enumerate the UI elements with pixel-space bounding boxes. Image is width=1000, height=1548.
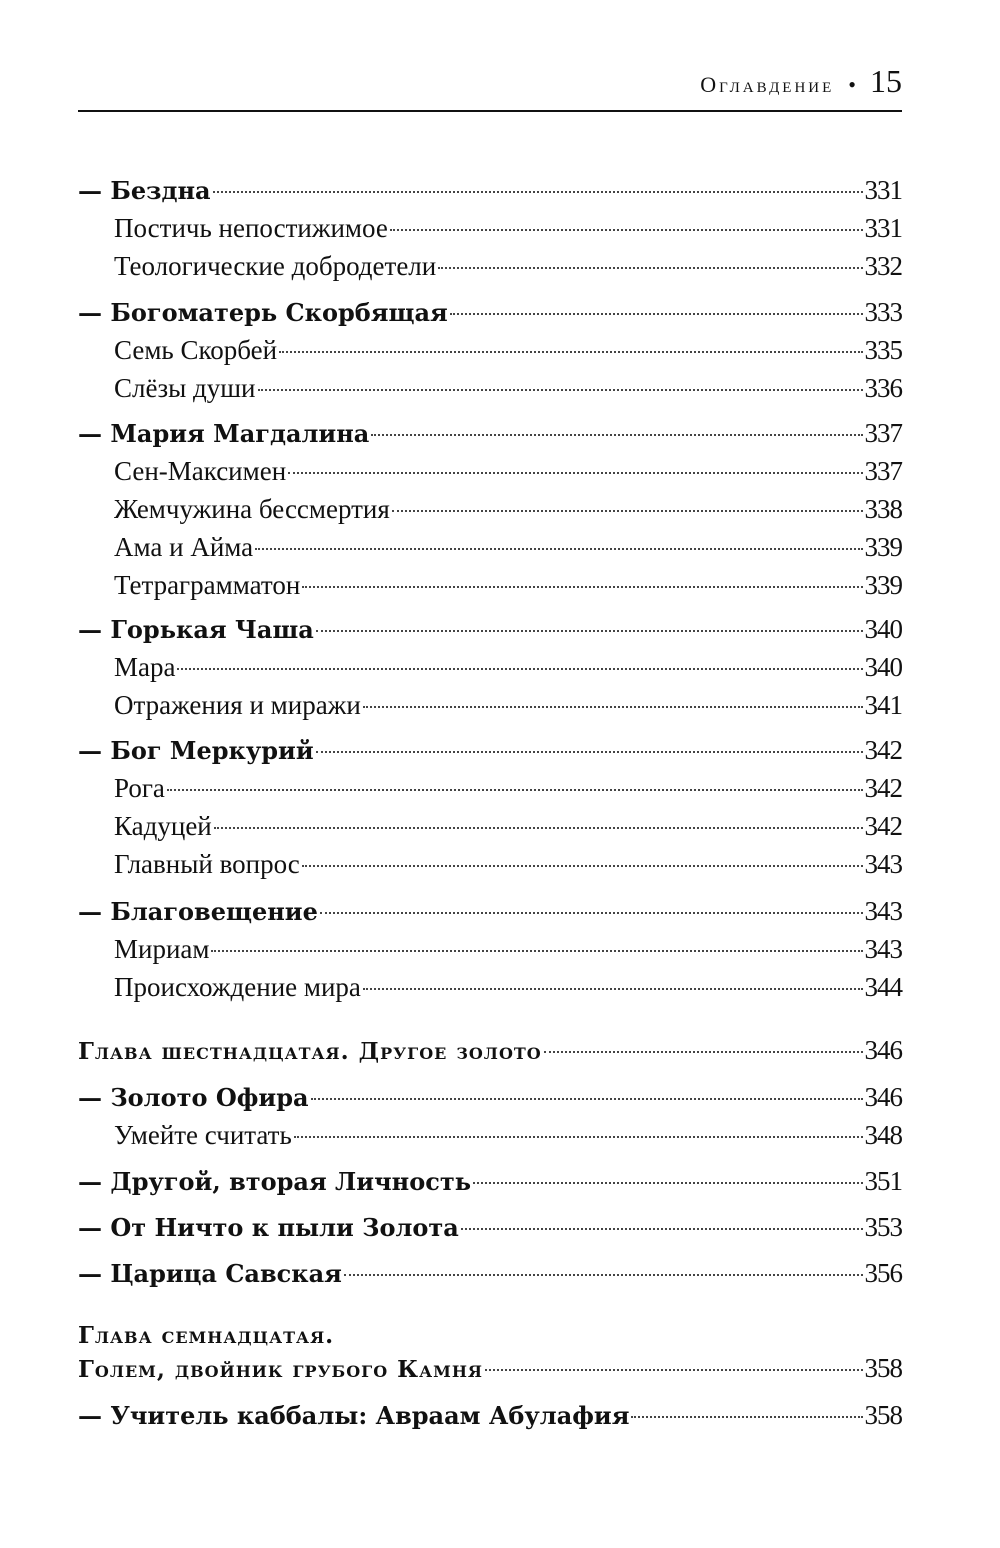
toc-entry[interactable] bbox=[78, 1399, 902, 1432]
toc-entry-page: 339 bbox=[864, 532, 902, 562]
toc-entry[interactable] bbox=[78, 613, 902, 646]
leader-dots bbox=[392, 510, 863, 512]
toc-entry-page: 348 bbox=[864, 1120, 902, 1150]
toc-entry-title: — Золото Офира bbox=[78, 1083, 309, 1112]
toc-entry[interactable] bbox=[114, 250, 902, 282]
toc-entry-page: 358 bbox=[864, 1353, 902, 1383]
toc-entry-title: Главный вопрос bbox=[114, 849, 300, 879]
toc-chapter-title: Голем, двойник грубого Камня bbox=[78, 1356, 484, 1383]
toc-entry-title: — Бездна bbox=[78, 176, 211, 205]
leader-dots bbox=[631, 1416, 862, 1418]
toc-entry-title: Мириам bbox=[114, 934, 210, 964]
toc-entry[interactable] bbox=[114, 651, 902, 683]
toc-entry-page: 338 bbox=[864, 494, 902, 524]
page-number: 15 bbox=[870, 63, 902, 99]
toc-entry-page: 343 bbox=[864, 934, 902, 964]
leader-dots bbox=[473, 1182, 863, 1184]
leader-dots bbox=[320, 912, 863, 914]
leader-dots bbox=[461, 1228, 863, 1230]
toc-entry-title: Кадуцей bbox=[114, 811, 212, 841]
leader-dots bbox=[544, 1051, 863, 1053]
header-bullet: • bbox=[848, 72, 856, 97]
leader-dots bbox=[302, 586, 862, 588]
toc-entry-title: Жемчужина бессмертия bbox=[114, 494, 390, 524]
table-of-contents bbox=[78, 0, 902, 1548]
leader-dots bbox=[258, 389, 863, 391]
toc-entry-page: 346 bbox=[864, 1035, 902, 1065]
toc-entry-title: — Богоматерь Скорбящая bbox=[78, 298, 448, 327]
toc-entry-page: 341 bbox=[864, 690, 902, 720]
leader-dots bbox=[213, 191, 863, 193]
toc-entry[interactable] bbox=[114, 810, 902, 842]
toc-entry[interactable] bbox=[78, 1257, 902, 1290]
toc-entry-title: Тетраграмматон bbox=[114, 570, 301, 600]
toc-entry-page: 346 bbox=[864, 1082, 902, 1112]
toc-entry-title: Умейте считать bbox=[114, 1120, 292, 1150]
toc-entry[interactable] bbox=[78, 734, 902, 767]
toc-chapter-title-line: Глава семнадцатая. bbox=[78, 1322, 335, 1349]
toc-entry[interactable] bbox=[78, 1165, 902, 1198]
toc-entry[interactable] bbox=[114, 334, 902, 366]
toc-chapter-title: Глава шестнадцатая. Другое золото bbox=[78, 1038, 542, 1065]
toc-entry-page: 332 bbox=[864, 251, 902, 281]
toc-entry-page: 336 bbox=[864, 373, 902, 403]
toc-entry[interactable] bbox=[114, 689, 902, 721]
toc-entry-page: 342 bbox=[864, 773, 902, 803]
toc-entry-title: Семь Скорбей bbox=[114, 335, 278, 365]
toc-entry[interactable] bbox=[114, 212, 902, 244]
toc-entry-title: — Другой, вторая Личность bbox=[78, 1167, 471, 1196]
leader-dots bbox=[485, 1369, 862, 1371]
toc-entry-title: — Царица Савская bbox=[78, 1259, 342, 1288]
toc-entry-page: 337 bbox=[864, 456, 902, 486]
toc-entry[interactable] bbox=[114, 772, 902, 804]
leader-dots bbox=[211, 950, 862, 952]
toc-entry-title: — Бог Меркурий bbox=[78, 736, 314, 765]
leader-dots bbox=[255, 548, 862, 550]
toc-entry-title: Сен-Максимен bbox=[114, 456, 287, 486]
leader-dots bbox=[450, 313, 863, 315]
toc-entry-title: Постичь непостижимое bbox=[114, 213, 388, 243]
toc-entry[interactable] bbox=[114, 493, 902, 525]
leader-dots bbox=[288, 472, 862, 474]
toc-entry-page: 342 bbox=[864, 811, 902, 841]
toc-entry[interactable] bbox=[78, 895, 902, 928]
toc-entry-page: 358 bbox=[864, 1400, 902, 1430]
toc-entry[interactable] bbox=[114, 372, 902, 404]
toc-entry-page: 337 bbox=[864, 418, 902, 448]
toc-entry[interactable] bbox=[114, 455, 902, 487]
toc-entry[interactable] bbox=[78, 174, 902, 207]
toc-entry-page: 335 bbox=[864, 335, 902, 365]
toc-entry-title: — Учитель каббалы: Авраам Абулафия bbox=[78, 1401, 630, 1430]
leader-dots bbox=[177, 668, 862, 670]
toc-chapter[interactable] bbox=[78, 1034, 902, 1068]
leader-dots bbox=[279, 351, 862, 353]
leader-dots bbox=[390, 229, 863, 231]
toc-entry-page: 333 bbox=[864, 297, 902, 327]
toc-entry[interactable] bbox=[114, 848, 902, 880]
leader-dots bbox=[311, 1098, 863, 1100]
toc-entry-page: 356 bbox=[864, 1258, 902, 1288]
toc-entry[interactable] bbox=[78, 1211, 902, 1244]
toc-entry-page: 340 bbox=[864, 614, 902, 644]
toc-entry-title: — Мария Магдалина bbox=[78, 419, 370, 448]
toc-entry-title: Слёзы души bbox=[114, 373, 256, 403]
toc-entry-page: 353 bbox=[864, 1212, 902, 1242]
toc-entry-page: 331 bbox=[864, 175, 902, 205]
toc-entry-title: Происхождение мира bbox=[114, 972, 361, 1002]
toc-entry-page: 340 bbox=[864, 652, 902, 682]
toc-entry-title: — Горькая Чаша bbox=[78, 615, 314, 644]
toc-entry-title: — От Ничто к пыли Золота bbox=[78, 1213, 459, 1242]
toc-entry[interactable] bbox=[114, 1119, 902, 1151]
toc-entry-page: 351 bbox=[864, 1166, 902, 1196]
toc-entry-page: 331 bbox=[864, 213, 902, 243]
leader-dots bbox=[438, 267, 862, 269]
leader-dots bbox=[294, 1136, 863, 1138]
toc-entry[interactable] bbox=[114, 569, 902, 601]
toc-entry-title: Ама и Айма bbox=[114, 532, 254, 562]
toc-entry-page: 343 bbox=[864, 849, 902, 879]
toc-entry-title: — Благовещение bbox=[78, 897, 318, 926]
leader-dots bbox=[167, 789, 863, 791]
leader-dots bbox=[302, 865, 863, 867]
leader-dots bbox=[316, 630, 863, 632]
toc-entry-title: Рога bbox=[114, 773, 165, 803]
toc-entry-page: 343 bbox=[864, 896, 902, 926]
leader-dots bbox=[316, 751, 863, 753]
toc-entry[interactable] bbox=[78, 296, 902, 329]
leader-dots bbox=[344, 1274, 863, 1276]
toc-entry-title: Отражения и миражи bbox=[114, 690, 361, 720]
running-title: Оглавдение bbox=[700, 72, 835, 97]
toc-chapter[interactable] bbox=[78, 1352, 902, 1386]
toc-entry-title: Теологические добродетели bbox=[114, 251, 437, 281]
leader-dots bbox=[371, 434, 862, 436]
toc-entry[interactable] bbox=[78, 1081, 902, 1114]
toc-entry-page: 339 bbox=[864, 570, 902, 600]
toc-entry-page: 342 bbox=[864, 735, 902, 765]
toc-entry[interactable] bbox=[78, 417, 902, 450]
leader-dots bbox=[363, 706, 863, 708]
toc-entry-page: 344 bbox=[864, 972, 902, 1002]
leader-dots bbox=[363, 988, 863, 990]
toc-entry[interactable] bbox=[114, 971, 902, 1003]
toc-entry-title: Мара bbox=[114, 652, 176, 682]
toc-entry[interactable] bbox=[114, 531, 902, 563]
toc-entry[interactable] bbox=[114, 933, 902, 965]
leader-dots bbox=[214, 827, 863, 829]
